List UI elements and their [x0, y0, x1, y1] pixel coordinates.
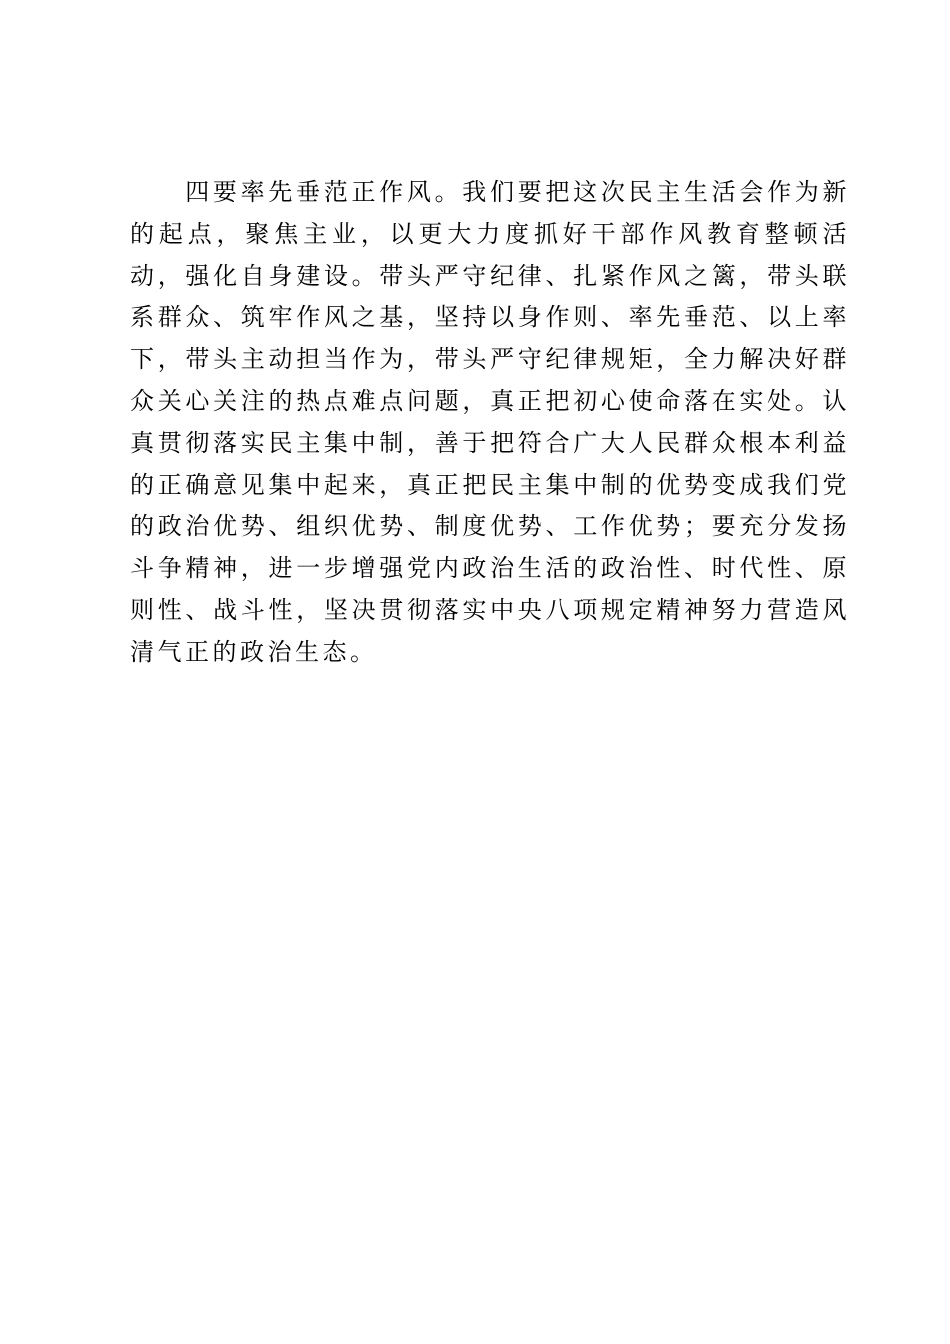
- document-body: [130, 172, 850, 674]
- body-paragraph: [130, 172, 850, 674]
- paragraph-text: 四要率先垂范正作风。我们要把这次民主生活会作为新的起点，聚焦主业，以更大力度抓好干部作风教育整顿活动，强化自身建设。带头严守纪律、扎紧作风之篱，带头联系群众、筑牢作风之基，坚持以身作则、率先垂范、以上率下，带头主动担当作为，带头严守纪律规矩，全力解决好群众关心关注的热点难点问题，真正把初心使命落在实处。认真贯彻落实民主集中制，善于把符合广大人民群众根本利益的正确意见集中起来，真正把民主集中制的优势变成我们党的政治优势、组织优势、制度优势、工作优势；要充分发扬斗争精神，进一步增强党内政治生活的政治性、时代性、原则性、战斗性，坚决贯彻落实中央八项规定精神努力营造风清气正的政治生态。: [130, 178, 850, 666]
